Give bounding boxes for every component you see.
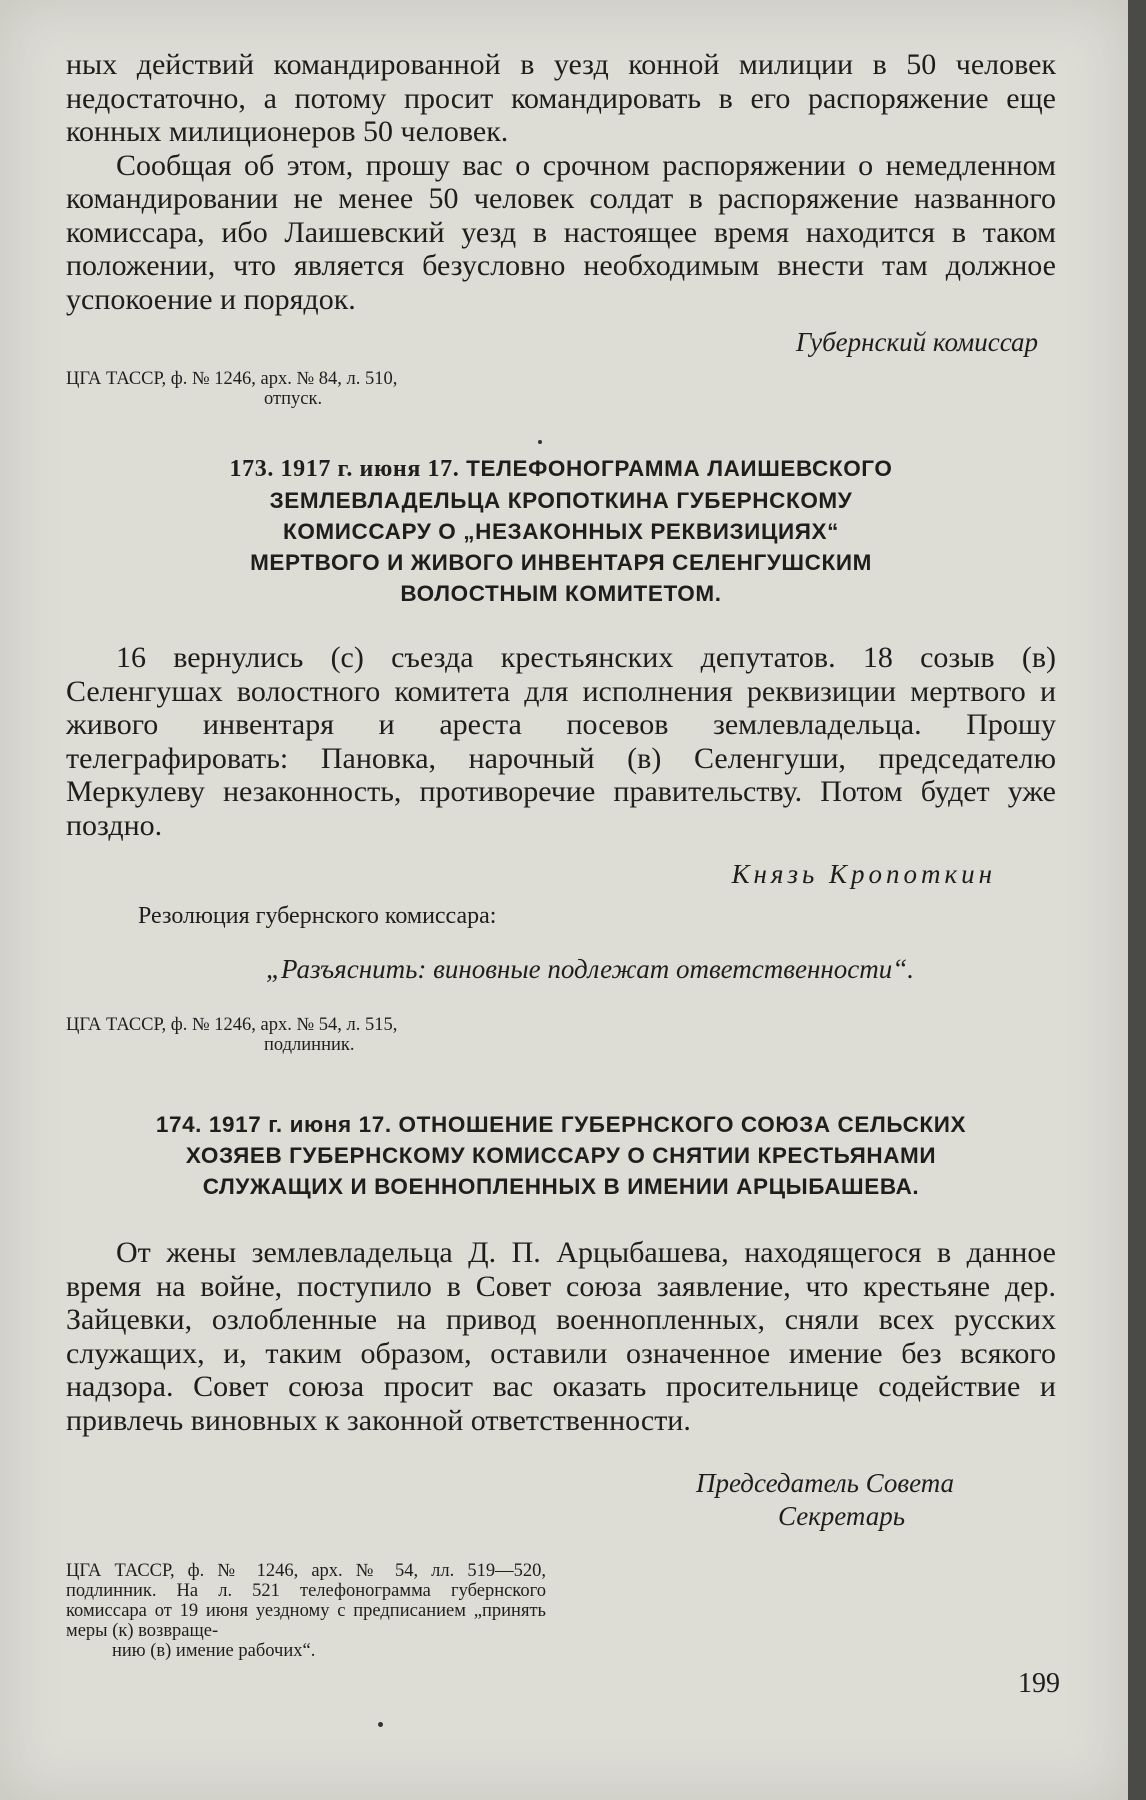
- print-speck: [538, 440, 542, 444]
- page-edge-shadow: [1128, 0, 1146, 1800]
- telephonogram-text: 16 вернулись (с) съезда крестьянских депутатов. 18 созыв (в) Селенгушах волостного комитета для исполнения реквизиции мертвого и живого инвентаря и ареста посевов землевладельца. Прошу телеграфировать: Пановка, нарочный (в) Селенгуши, председателю Меркулеву незаконность, противоречие правительству. Потом будет уже поздно.: [66, 641, 1056, 842]
- heading-174-line-2: ХОЗЯЕВ ГУБЕРНСКОМУ КОМИССАРУ О СНЯТИИ КРЕСТЬЯНАМИ: [185, 1143, 937, 1168]
- heading-173-line-3: КОМИССАРУ О „НЕЗАКОННЫХ РЕКВИЗИЦИЯХ“: [283, 519, 839, 544]
- paragraph-intro: ных действий командированной в уезд конной милиции в 50 человек недостаточно, а потому просит командировать в его распоряжение еще конных милиционеров 50 человек.: [66, 48, 1056, 148]
- heading-174-line-3: СЛУЖАЩИХ И ВОЕННОПЛЕННЫХ В ИМЕНИИ АРЦЫБАШЕВА.: [202, 1174, 920, 1199]
- footnote-main: ЦГА ТАССР, ф. № 1246, арх. № 54, лл. 519—520, подлинник. На л. 521 телефонограмма губернского комиссара от 19 июня уездному с предписанием „принять меры (к) возвраще-: [66, 1561, 546, 1641]
- page-content: [66, 36, 1056, 1661]
- heading-173-number: 173. 1917 г. июня 17.: [229, 456, 460, 482]
- heading-173-line-4: МЕРТВОГО И ЖИВОГО ИНВЕНТАРЯ СЕЛЕНГУШСКИМ: [250, 550, 872, 575]
- signature-block-174: [66, 1467, 1056, 1533]
- signature-governor-commissar: Губернский комиссар: [795, 327, 1038, 357]
- heading-173-line-2: ЗЕМЛЕВЛАДЕЛЬЦА КРОПОТКИНА ГУБЕРНСКОМУ: [269, 488, 853, 513]
- archive-source-172: [66, 369, 1056, 409]
- footnote-174: [66, 1561, 546, 1661]
- page-number: 199: [1018, 1668, 1060, 1699]
- heading-173-line-1: [66, 453, 1056, 485]
- archive-source-173: [66, 1015, 1056, 1055]
- print-speck: [378, 1722, 383, 1727]
- heading-doc-173: [66, 453, 1056, 609]
- heading-173-title-start: ТЕЛЕФОНОГРАММА ЛАИШЕВСКОГО: [466, 456, 893, 481]
- footnote-tail: нию (в) имение рабочих“.: [112, 1641, 316, 1661]
- source-line-2: отпуск.: [264, 389, 323, 409]
- source-173-line-1: ЦГА ТАССР, ф. № 1246, арх. № 54, л. 515,: [66, 1015, 398, 1035]
- letter-text: От жены землевладельца Д. П. Арцыбашева, находящегося в данное время на войне, поступило в Совет союза заявление, что крестьяне дер. Зайцевки, озлобленные на привод военнопленных, сняли всех русских служащих, и, таким образом, оставили означенное имение без всякого надзора. Совет союза просит вас оказать просительнице содействие и привлечь виновных к законной ответственности.: [66, 1236, 1056, 1437]
- signature-kropotkin: Князь Кропоткин: [731, 859, 996, 889]
- source-173-line-2: подлинник.: [264, 1035, 355, 1055]
- heading-174-line-1: 174. 1917 г. июня 17. ОТНОШЕНИЕ ГУБЕРНСКОГО СОЮЗА СЕЛЬСКИХ: [155, 1112, 967, 1137]
- paragraph-request: Сообщая об этом, прошу вас о срочном распоряжении о немедленном командировании не менее 50 человек солдат в распоряжение названного комиссара, ибо Лаишевский уезд в настоящее время находится в таком положении, что является безусловно необходимым внести там должное успокоение и порядок.: [66, 148, 1056, 316]
- resolution-label: Резолюция губернского комиссара:: [138, 903, 497, 929]
- heading-173-line-5: ВОЛОСТНЫМ КОМИТЕТОМ.: [400, 581, 722, 606]
- source-line-1: ЦГА ТАССР, ф. № 1246, арх. № 84, л. 510,: [66, 369, 398, 389]
- signature-chairman: Председатель Совета: [696, 1468, 955, 1498]
- heading-doc-174: [66, 1109, 1056, 1202]
- resolution-text: „Разъяснить: виновные подлежат ответственности“.: [266, 954, 915, 984]
- signature-secretary: Секретарь: [778, 1501, 906, 1531]
